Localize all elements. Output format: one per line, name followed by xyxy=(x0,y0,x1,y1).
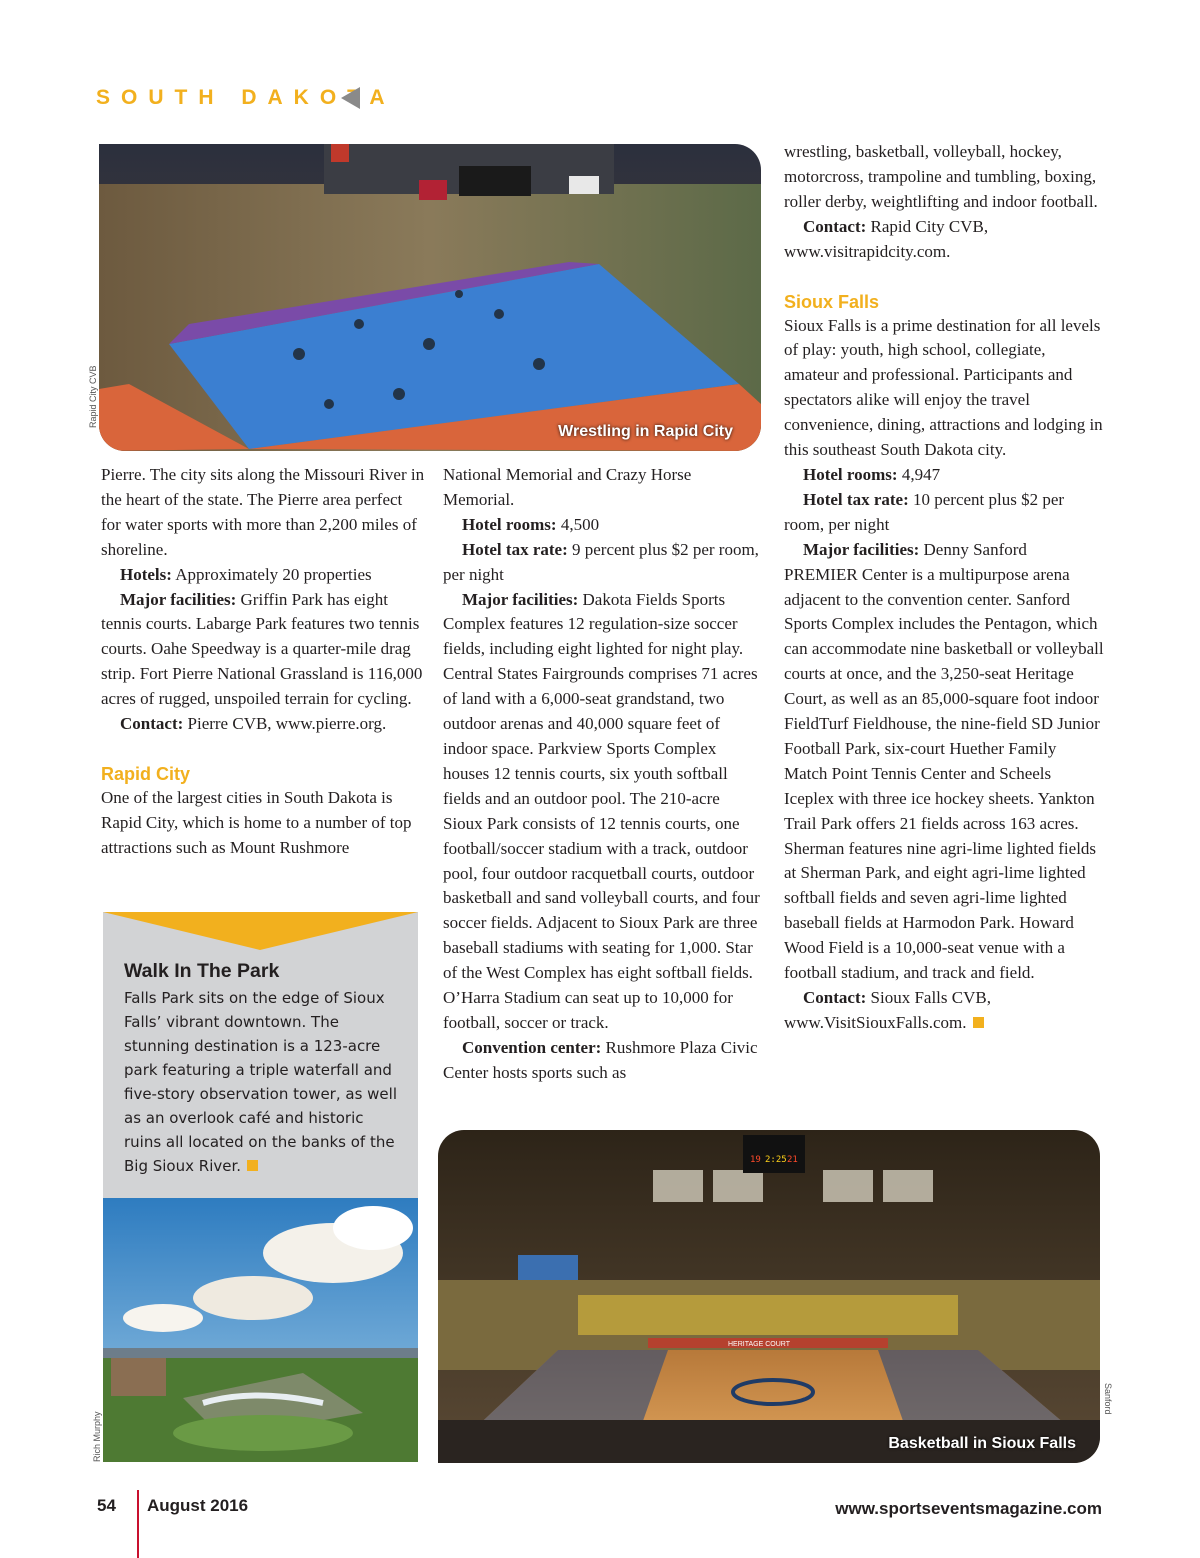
pierre-paragraph: Pierre. The city sits along the Missouri River in the heart of the state. The Pierre area perfect for water sports with more than 2,200 miles of shoreline. xyxy=(101,465,425,559)
walk-in-the-park-sidebar xyxy=(103,912,418,1198)
scoreboard-left-score: 19 xyxy=(750,1155,761,1165)
wrestling-arena-illustration xyxy=(99,144,761,451)
sioux-facilities: Major facilities: Denny Sanford PREMIER Center is a multipurpose arena adjacent to the convention center. Sanford Sports Complex includes the Pentagon, which can accommodate nine basketball or volleyball courts at once, and the 3,250-seat Heritage Court, as well as an 85,000-square foot indoor FieldTurf Fieldhouse, the nine-field SD Junior Football Park, six-court Huether Family Match Point Tennis Center and Scheels Iceplex with three ice hockey sheets. Yankton Trail Park offers 21 fields across 163 acres. Sherman features nine agri-lime lighted fields at Sherman Park, and eight agri-lime lighted softball fields and seven agri-lime lighted baseball fields at Harmodon Park. Howard Wood Field is a 10,000-seat venue with a football stadium, and track and field. xyxy=(784,539,1104,983)
wrestling-photo xyxy=(99,144,761,451)
footer-divider xyxy=(137,1490,139,1558)
heritage-court-banner: HERITAGE COURT xyxy=(728,1341,790,1348)
falls-park-photo xyxy=(103,1198,418,1462)
rapid-contact: Contact: Rapid City CVB, www.visitrapidcity.com. xyxy=(784,216,989,261)
pierre-hotels: Hotels: Approximately 20 properties xyxy=(120,564,372,584)
scoreboard-right-score: 21 xyxy=(787,1155,798,1165)
issue-date: August 2016 xyxy=(147,1496,249,1515)
basketball-arena-illustration xyxy=(438,1130,1100,1463)
falls-park-illustration xyxy=(103,1198,418,1462)
falls-photo-credit: Rich Murphy xyxy=(92,1411,102,1462)
end-square-icon xyxy=(973,1017,984,1028)
basketball-photo xyxy=(438,1130,1100,1463)
rapid-city-paragraph: One of the largest cities in South Dakota is Rapid City, which is home to a number of top attractions such as Mount Rushmore xyxy=(101,787,412,857)
sioux-falls-heading: Sioux Falls xyxy=(784,291,880,312)
rapid-hotel-rooms: Hotel rooms: 4,500 xyxy=(462,514,600,534)
rapid-facilities: Major facilities: Dakota Fields Sports Complex features 12 regulation-size soccer fields, including eight lighted for night play. Central States Fairgrounds comprises 71 acres of land with a 6,000-seat grandstand, two outdoor arenas and 40,000 square feet of indoor space. Parkview Sports Complex houses 12 tennis courts, six youth softball fields and an outdoor pool. The 210-acre Sioux Park consists of 12 tennis courts, one football/soccer stadium with a track, outdoor pool, four outdoor racquetball courts, outdoor basketball and sand volleyball courts, and four soccer fields. Adjacent to Sioux Park are three baseball stadiums with seating for 1,000. Star of the West Complex has eight softball fields. O’Harra Stadium can seat up to 10,000 for football, soccer or track. xyxy=(443,589,760,1032)
sidebar-title: Walk In The Park xyxy=(124,960,280,982)
column-3 xyxy=(784,140,1104,1036)
rapid-hotel-tax: Hotel tax rate: 9 percent plus $2 per room, per night xyxy=(443,539,759,584)
rapid-city-continued: National Memorial and Crazy Horse Memorial. xyxy=(443,465,692,509)
wrestling-caption: Wrestling in Rapid City xyxy=(558,423,733,440)
scoreboard-clock: 2:25 xyxy=(765,1155,787,1165)
sidebar-notch xyxy=(103,912,418,950)
section-arrow-icon xyxy=(341,87,360,109)
sioux-hotel-rooms: Hotel rooms: 4,947 xyxy=(803,464,941,484)
basketball-photo-credit: Sanford xyxy=(1103,1383,1113,1415)
wrestling-photo-credit: Rapid City CVB xyxy=(88,365,98,428)
column-1 xyxy=(101,463,426,861)
section-header: SOUTH DAKOTA xyxy=(96,86,396,109)
sidebar-body: Falls Park sits on the edge of Sioux Falls’ vibrant downtown. The stunning destination is a 123-acre park featuring a triple waterfall and five-story observation tower, as well as an overlook café and historic ruins all located on the banks of the Big Sioux River. xyxy=(124,989,397,1175)
rapid-city-heading: Rapid City xyxy=(101,763,191,784)
end-square-icon xyxy=(247,1160,258,1171)
convention-continued: wrestling, basketball, volleyball, hockey, motorcross, trampoline and tumbling, boxing, roller derby, weightlifting and indoor football. xyxy=(784,142,1098,211)
column-2 xyxy=(443,463,763,1086)
rapid-convention: Convention center: Rushmore Plaza Civic Center hosts sports such as xyxy=(443,1037,758,1082)
pierre-contact: Contact: Pierre CVB, www.pierre.org. xyxy=(120,714,387,734)
sioux-falls-paragraph: Sioux Falls is a prime destination for all levels of play: youth, high school, collegiate, amateur and professional. Participants and spectators alike will enjoy the travel convenience, dining, attractions and lodging in this southeast South Dakota city. xyxy=(784,315,1103,460)
basketball-caption: Basketball in Sioux Falls xyxy=(888,1435,1076,1452)
magazine-url[interactable]: www.sportseventsmagazine.com xyxy=(835,1499,1102,1518)
sioux-hotel-tax: Hotel tax rate: 10 percent plus $2 per room, per night xyxy=(784,489,1065,534)
page-number: 54 xyxy=(97,1496,116,1515)
sioux-contact: Contact: Sioux Falls CVB, www.VisitSiouxFalls.com. xyxy=(784,988,991,1032)
pierre-facilities: Major facilities: Griffin Park has eight tennis courts. Labarge Park features two tennis courts. Oahe Speedway is a quarter-mile drag strip. Fort Pierre National Grassland is 116,000 acres of rugged, unspoiled terrain for cycling. xyxy=(101,589,423,709)
